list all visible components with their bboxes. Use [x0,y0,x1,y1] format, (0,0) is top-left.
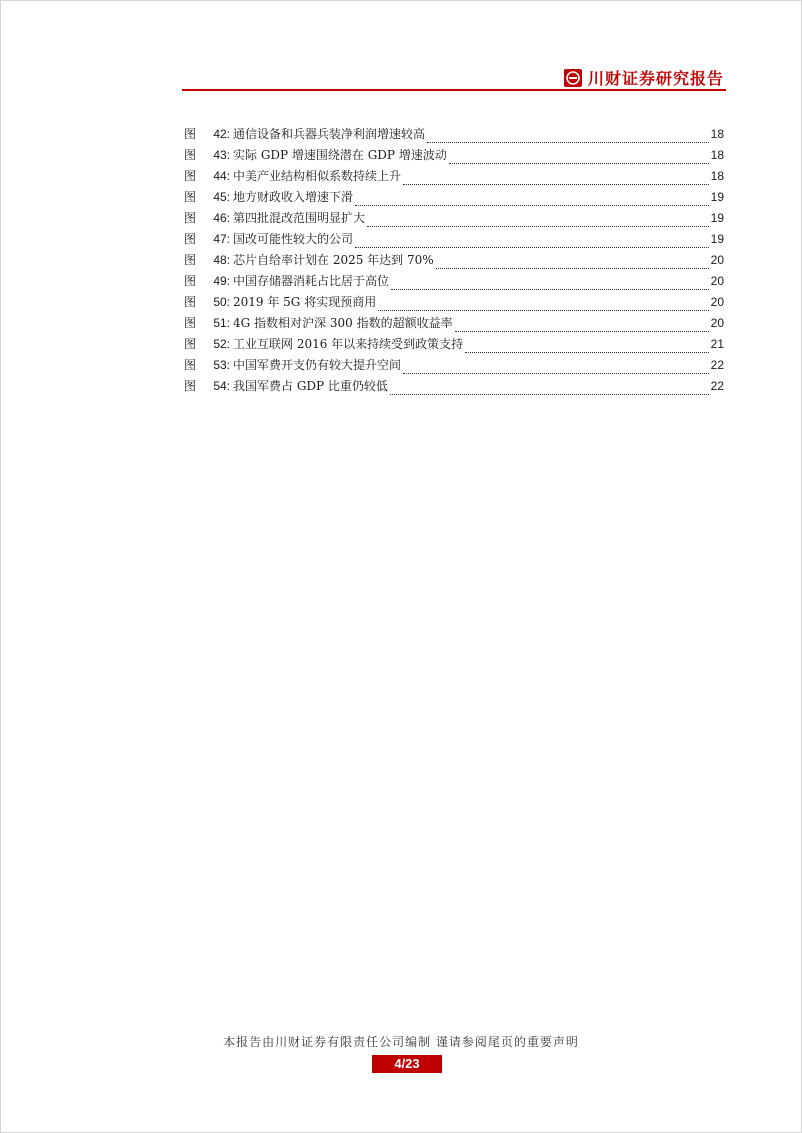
toc-item-title: 4G 指数相对沪深 300 指数的超额收益率 [233,316,453,330]
toc-item[interactable] [184,229,724,250]
toc-item-prefix [184,355,232,376]
header-rule [182,89,726,91]
toc-item-prefix [184,313,232,334]
toc-item-title: 通信设备和兵器兵装净利润增速较高 [233,127,426,141]
toc-item[interactable] [184,208,724,229]
toc-item[interactable] [184,355,724,376]
toc-dot-leader [427,132,709,143]
toc-item-title: 国改可能性较大的公司 [233,232,354,246]
toc-dot-leader [390,384,709,395]
toc-item-label: 图 [184,148,197,162]
toc-item[interactable] [184,124,724,145]
toc-item-page: 20 [710,295,724,309]
toc-item-label: 图 [184,379,197,393]
brand-name: 川财证券研究报告 [587,69,724,88]
toc-item-number: 54: [213,379,230,393]
toc-item-number: 53: [213,358,230,372]
toc-item-title: 我国军费占 GDP 比重仍较低 [233,379,388,393]
toc-item-page: 18 [710,148,724,162]
toc-item-number: 51: [213,316,230,330]
toc-item-title: 中国军费开支仍有较大提升空间 [233,358,402,372]
toc-item-number: 49: [213,274,230,288]
toc-item-page: 20 [710,316,724,330]
toc-item-number: 47: [213,232,230,246]
toc-item-prefix [184,334,232,355]
toc-item-number: 50: [213,295,230,309]
toc-item[interactable] [184,250,724,271]
toc-item-number: 52: [213,337,230,351]
toc-dot-leader [455,321,709,332]
toc-item-page: 20 [710,274,724,288]
toc-item[interactable] [184,376,724,397]
toc-dot-leader [403,363,709,374]
page-header [182,64,726,90]
toc-item[interactable] [184,145,724,166]
toc-dot-leader [355,237,709,248]
toc-item-prefix [184,145,232,166]
toc-item-page: 22 [710,379,724,393]
toc-item[interactable] [184,334,724,355]
brand [564,66,724,89]
toc-dot-leader [465,342,708,353]
toc-item-title: 2019 年 5G 将实现预商用 [233,295,377,309]
toc-item-prefix [184,250,232,271]
footer-disclaimer: 本报告由川财证券有限责任公司编制 谨请参阅尾页的重要声明 [223,1035,579,1049]
toc-item-number: 43: [213,148,230,162]
toc-dot-leader [449,153,709,164]
toc-item[interactable] [184,187,724,208]
page-number-badge: 4/23 [372,1055,442,1073]
toc-item-page: 19 [710,232,724,246]
toc-item-number: 46: [213,211,230,225]
toc-item-page: 21 [710,337,724,351]
chuancai-logo-icon [564,69,582,87]
toc-item-label: 图 [184,295,197,309]
toc-item-page: 18 [710,169,724,183]
toc-item-prefix [184,208,232,229]
toc-item-label: 图 [184,190,197,204]
toc-item-number: 45: [213,190,230,204]
toc-item-prefix [184,271,232,292]
toc-item-title: 实际 GDP 增速围绕潜在 GDP 增速波动 [233,148,447,162]
toc-item[interactable] [184,313,724,334]
toc-item-prefix [184,292,232,313]
toc-item-label: 图 [184,316,197,330]
toc-dot-leader [355,195,709,206]
toc-item-label: 图 [184,211,197,225]
toc-item-prefix [184,187,232,208]
toc-item-label: 图 [184,232,197,246]
toc-item-label: 图 [184,337,197,351]
toc-item-page: 19 [710,190,724,204]
toc-item-prefix [184,124,232,145]
toc-item-page: 20 [710,253,724,267]
toc-item-page: 19 [710,211,724,225]
toc-item-page: 22 [710,358,724,372]
toc-item-title: 中美产业结构相似系数持续上升 [233,169,402,183]
toc-item-prefix [184,229,232,250]
toc-item-title: 芯片自给率计划在 2025 年达到 70% [233,253,434,267]
toc-item-title: 中国存储器消耗占比居于高位 [233,274,390,288]
toc-dot-leader [403,174,709,185]
toc-item-page: 18 [710,127,724,141]
toc-item-prefix [184,376,232,397]
toc-item-number: 42: [213,127,230,141]
toc-item-title: 第四批混改范围明显扩大 [233,211,366,225]
toc-item-label: 图 [184,253,197,267]
toc-item-label: 图 [184,274,197,288]
toc-dot-leader [391,279,709,290]
toc-item[interactable] [184,292,724,313]
toc-item-label: 图 [184,358,197,372]
toc-item-label: 图 [184,127,197,141]
toc-item-title: 工业互联网 2016 年以来持续受到政策支持 [233,337,464,351]
toc-item-number: 48: [213,253,230,267]
toc-dot-leader [378,300,708,311]
toc-dot-leader [436,258,709,269]
toc-dot-leader [367,216,709,227]
toc-item-title: 地方财政收入增速下滑 [233,190,354,204]
toc-item-label: 图 [184,169,197,183]
toc-item[interactable] [184,166,724,187]
toc-item-number: 44: [213,169,230,183]
figure-list [184,124,724,397]
toc-item[interactable] [184,271,724,292]
toc-item-prefix [184,166,232,187]
